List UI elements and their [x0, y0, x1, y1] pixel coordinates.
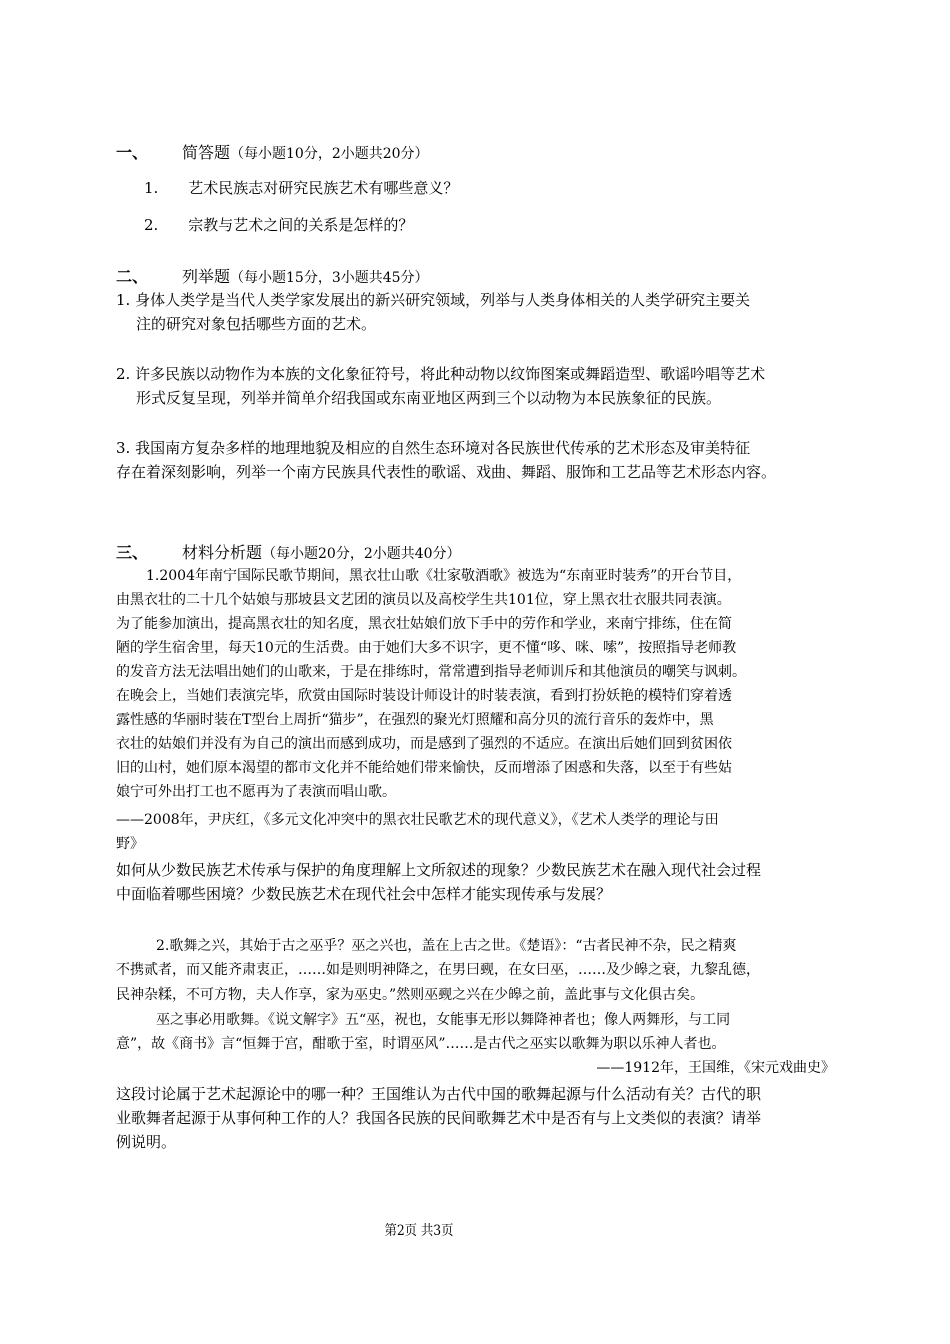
material-2-question-line: 例说明。	[116, 1133, 177, 1151]
material-1-question-line-2: 中面临着哪些困境？少数民族艺术在现代社会中怎样才能实现传承与发展？	[116, 885, 612, 903]
section-2-heading	[182, 264, 429, 287]
section-3-number: 三、	[116, 543, 149, 562]
section-1-title: 简答题	[182, 143, 231, 162]
section-3-heading	[182, 540, 461, 563]
material-1-question-line-1: 如何从少数民族艺术传承与保护的角度理解上文所叙述的现象？少数民族艺术在融入现代社会过程	[116, 861, 762, 879]
s2-question-1-line-2: 注的研究对象包括哪些方面的艺术。	[136, 315, 377, 333]
section-1-heading	[182, 140, 429, 163]
material-1-line: 衣壮的姑娘们并没有为自己的演出而感到成功，而是感到了强烈的不适应。在演出后她们回到贫困依	[116, 736, 732, 752]
material-2-line: 巫之事必用歌舞。《说文解字》五“巫，祝也，女能事无形以舞降神者也；像人两舞形，与工同	[156, 1012, 731, 1028]
section-3-note: （每小题20分，2小题共40分）	[262, 546, 461, 562]
material-2-question-line: 业歌舞者起源于从事何种工作的人？我国各民族的民间歌舞艺术中是否有与上文类似的表演？请举	[116, 1109, 762, 1127]
s2-question-1-line-1: 1. 身体人类学是当代人类学家发展出的新兴研究领域，列举与人类身体相关的人类学研究主要关	[116, 291, 751, 309]
s2-question-2-line-1: 2. 许多民族以动物作为本族的文化象征符号，将此种动物以纹饰图案或舞蹈造型、歌谣吟唱等艺术	[116, 365, 766, 383]
section-2-note: （每小题15分，3小题共45分）	[230, 270, 429, 286]
material-2-question-line: 这段讨论属于艺术起源论中的哪一种？王国维认为古代中国的歌舞起源与什么活动有关？古代的职	[116, 1085, 762, 1103]
material-1-line: 1.2004年南宁国际民歌节期间，黑衣壮山歌《壮家敬酒歌》被选为“东南亚时装秀”的开台节目，	[146, 568, 742, 584]
material-1-line: 为了能参加演出，提高黑衣壮的知名度，黑衣壮姑娘们放下手中的劳作和学业，来南宁排练，住在简	[116, 616, 732, 632]
material-2-source: ——1912年，王国维，《宋元戏曲史》	[596, 1060, 835, 1076]
material-1-source-cont: 野》	[116, 836, 144, 852]
s1-question-2: 2. 宗教与艺术之间的关系是怎样的？	[144, 216, 414, 234]
section-2-title: 列举题	[182, 267, 231, 286]
s2-question-3-line-2: 存在着深刻影响，列举一个南方民族具代表性的歌谣、戏曲、舞蹈、服饰和工艺品等艺术形态内容。	[116, 463, 777, 481]
material-1-line: 露性感的华丽时装在T型台上周折“猫步”，在强烈的聚光灯照耀和高分贝的流行音乐的轰炸中，黑	[116, 712, 714, 728]
section-3-title: 材料分析题	[182, 543, 263, 562]
section-1-number: 一、	[116, 143, 149, 162]
s2-question-3-line-1: 3. 我国南方复杂多样的地理地貌及相应的自然生态环境对各民族世代传承的艺术形态及审美特征	[116, 439, 751, 457]
material-2-line: 2.歌舞之兴，其始于古之巫乎？巫之兴也，盖在上古之世。《楚语》：“古者民神不杂，民之精爽	[156, 938, 737, 954]
material-1-line: 陋的学生宿舍里，每天10元的生活费。由于她们大多不识字，更不懂“哆、咪、嗦”，按照指导老师教	[116, 640, 737, 656]
material-2-line: 不携贰者，而又能齐肃衷正，……如是则明神降之，在男曰觋，在女曰巫，……及少皞之衰，九黎乱德，	[116, 962, 760, 978]
material-1-line: 旧的山村，她们原本渴望的都市文化并不能给她们带来愉快，反而增添了困惑和失落，以至于有些姑	[116, 760, 732, 776]
section-1-note: （每小题10分，2小题共20分）	[230, 146, 429, 162]
material-2-line: 意”，故《商书》言“恒舞于宫，酣歌于室，时谓巫风”……是古代之巫实以歌舞为职以乐神人者也。	[116, 1036, 726, 1052]
material-2-line: 民神杂糅，不可方物，夫人作享，家为巫史。”然则巫觋之兴在少皞之前，盖此事与文化俱古矣。	[116, 987, 705, 1003]
section-2-number: 二、	[116, 267, 149, 286]
material-1-source: ——2008年，尹庆红，《多元文化冲突中的黑衣壮民歌艺术的现代意义》，《艺术人类学的理论与田	[116, 812, 719, 828]
s1-question-1: 1. 艺术民族志对研究民族艺术有哪些意义？	[144, 179, 459, 197]
s2-question-2-line-2: 形式反复呈现，列举并简单介绍我国或东南亚地区两到三个以动物为本民族象征的民族。	[136, 389, 722, 407]
page-number: 第2页 共3页	[384, 1223, 454, 1239]
material-1-line: 的发音方法无法唱出她们的山歌来，于是在排练时，常常遭到指导老师训斥和其他演员的嘲笑与讽刺。	[116, 664, 746, 680]
material-1-line: 娘宁可外出打工也不愿再为了表演而唱山歌。	[116, 784, 396, 800]
material-1-line: 由黑衣壮的二十几个姑娘与那坡县文艺团的演员以及高校学生共101位，穿上黑衣壮衣服共同表演。	[116, 592, 731, 608]
material-1-line: 在晚会上，当她们表演完毕，欣赏由国际时装设计师设计的时装表演，看到打扮妖艳的模特们穿着透	[116, 688, 732, 704]
